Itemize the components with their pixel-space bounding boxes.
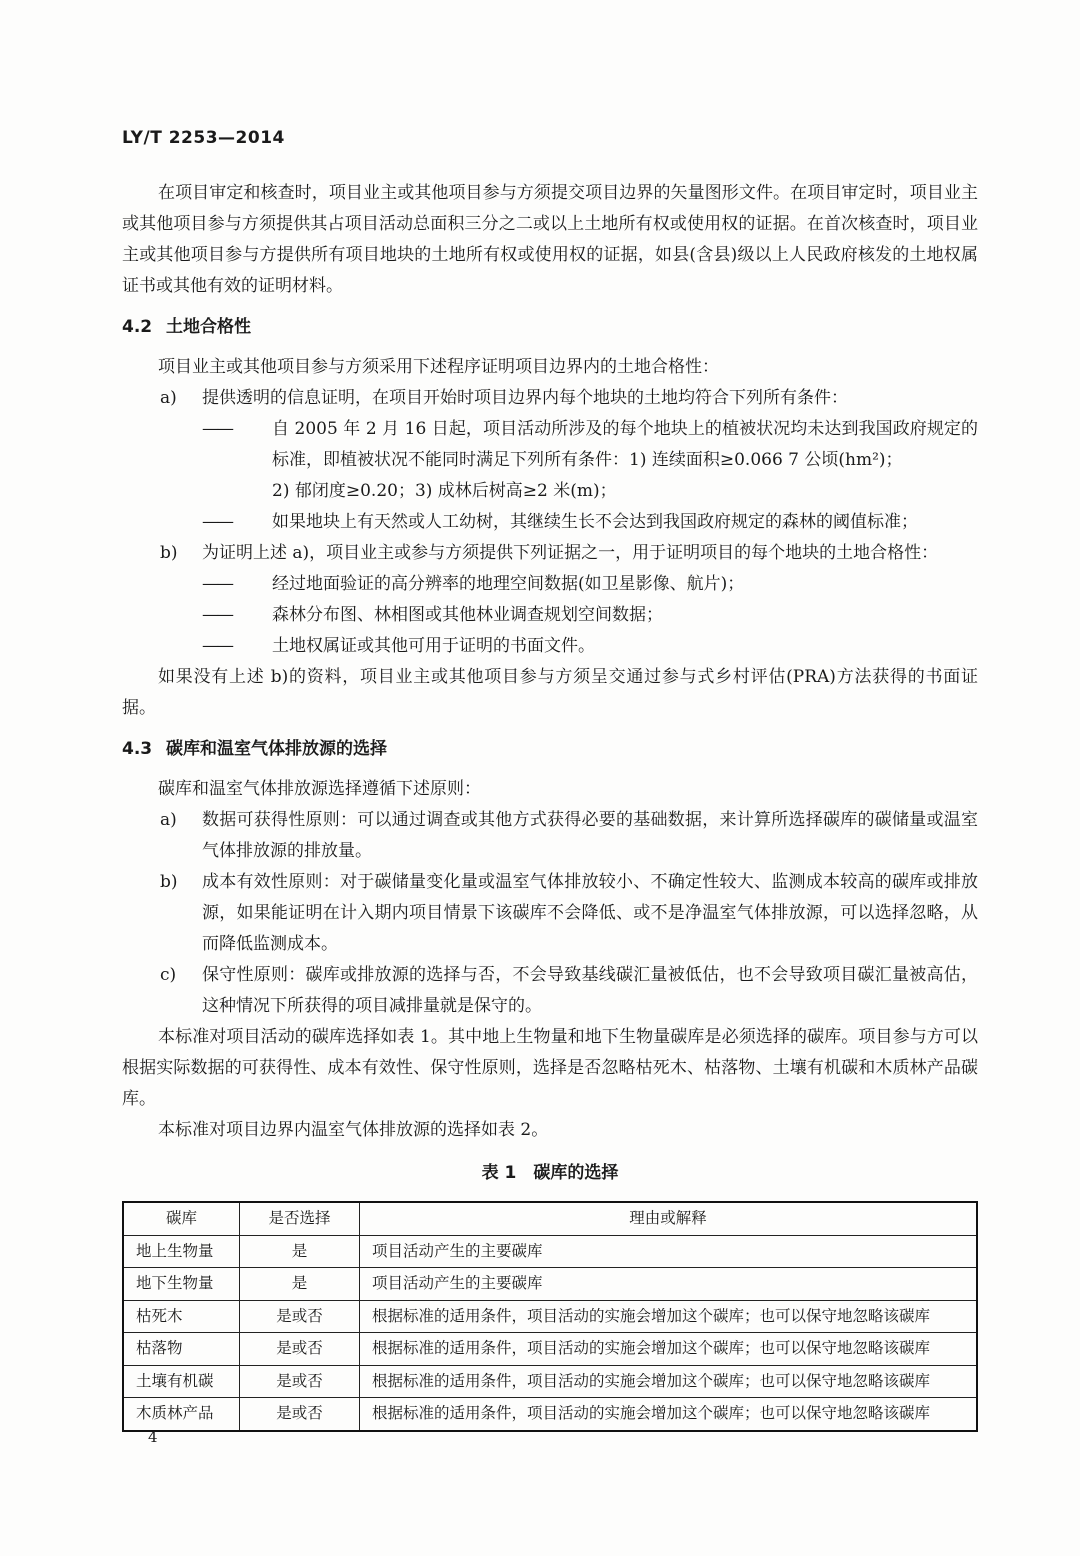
table-row — [123, 1365, 977, 1398]
list-item-a — [122, 383, 978, 414]
table-cell-selected: 是或否 — [240, 1300, 360, 1333]
section-number: 4.3 — [122, 739, 153, 759]
dash-item — [122, 507, 978, 538]
dash-item-text: 经过地面验证的高分辨率的地理空间数据(如卫星影像、航片)； — [272, 574, 745, 594]
dash-item — [122, 569, 978, 600]
table-cell-pool: 地下生物量 — [123, 1268, 240, 1301]
table-row — [123, 1300, 977, 1333]
table-cell-selected: 是或否 — [240, 1333, 360, 1366]
dash-marker: —— — [202, 574, 232, 594]
list-item-text: 数据可获得性原则：可以通过调查或其他方式获得必要的基础数据，来计算所选择碳库的碳储量或温室气体排放源的排放量。 — [202, 810, 978, 861]
dash-item — [122, 414, 978, 476]
dash-item — [122, 600, 978, 631]
intro-paragraph: 在项目审定和核查时，项目业主或其他项目参与方须提交项目边界的矢量图形文件。在项目审定时，项目业主或其他项目参与方须提供其占项目活动总面积三分之二或以上土地所有权或使用权的证据。在首次核查时，项目业主或其他项目参与方提供所有项目地块的土地所有权或使用权的证据，如县(含县)级以上人民政府核发的土地权属证书或其他有效的证明材料。 — [122, 183, 978, 296]
list-marker: b) — [160, 543, 178, 563]
list-item-text: 为证明上述 a)，项目业主或参与方须提供下列证据之一，用于证明项目的每个地块的土地合格性： — [202, 543, 939, 563]
table-cell-pool: 土壤有机碳 — [123, 1365, 240, 1398]
table-row — [123, 1235, 977, 1268]
table-header-cell: 是否选择 — [240, 1202, 360, 1235]
dash-item-text: 土地权属证或其他可用于证明的书面文件。 — [272, 636, 595, 656]
list-item-b — [122, 867, 978, 960]
table-cell-pool: 地上生物量 — [123, 1235, 240, 1268]
table-row — [123, 1398, 977, 1431]
table-cell-reason: 根据标准的适用条件，项目活动的实施会增加这个碳库；也可以保守地忽略该碳库 — [360, 1300, 978, 1333]
dash-item-text: 如果地块上有天然或人工幼树，其继续生长不会达到我国政府规定的森林的阈值标准； — [272, 512, 918, 532]
dash-item-text: 森林分布图、林相图或其他林业调查规划空间数据； — [272, 605, 663, 625]
list-item-c — [122, 960, 978, 1022]
section-title: 土地合格性 — [166, 317, 251, 337]
table-cell-pool: 枯落物 — [123, 1333, 240, 1366]
section-4-2-closing: 如果没有上述 b)的资料，项目业主或其他项目参与方须呈交通过参与式乡村评估(PRA)方法获得的书面证据。 — [122, 667, 978, 718]
table-cell-reason: 根据标准的适用条件，项目活动的实施会增加这个碳库；也可以保守地忽略该碳库 — [360, 1365, 978, 1398]
list-marker: b) — [160, 872, 178, 892]
section-4-3-lead: 碳库和温室气体排放源选择遵循下述原则： — [158, 779, 481, 799]
section-4-2-lead: 项目业主或其他项目参与方须采用下述程序证明项目边界内的土地合格性： — [158, 357, 719, 377]
table-cell-pool: 枯死木 — [123, 1300, 240, 1333]
list-marker: a) — [160, 810, 177, 830]
section-4-3-paragraph-1: 本标准对项目活动的碳库选择如表 1。其中地上生物量和地下生物量碳库是必须选择的碳库。项目参与方可以根据实际数据的可获得性、成本有效性、保守性原则，选择是否忽略枯死木、枯落物、土壤有机碳和木质林产品碳库。 — [122, 1027, 978, 1109]
table-cell-selected: 是 — [240, 1235, 360, 1268]
page-content — [122, 178, 978, 1432]
list-item-text: 提供透明的信息证明，在项目开始时项目边界内每个地块的土地均符合下列所有条件： — [202, 388, 848, 408]
dash-marker: —— — [202, 512, 232, 532]
section-number: 4.2 — [122, 317, 153, 337]
list-marker: c) — [160, 965, 177, 985]
table-cell-selected: 是或否 — [240, 1365, 360, 1398]
dash-item-text: 自 2005 年 2 月 16 日起，项目活动所涉及的每个地块上的植被状况均未达到我国政府规定的标准，即植被状况不能同时满足下列所有条件：1) 连续面积≥0.066 7 公顷(hm²)； — [272, 419, 978, 470]
table-header-row — [123, 1202, 977, 1235]
table-cell-selected: 是或否 — [240, 1398, 360, 1431]
table-cell-reason: 项目活动产生的主要碳库 — [360, 1268, 978, 1301]
list-marker: a) — [160, 388, 177, 408]
table-title: 表 1 碳库的选择 — [481, 1163, 619, 1183]
table-header-cell: 碳库 — [123, 1202, 240, 1235]
standard-code-header: LY/T 2253—2014 — [122, 128, 285, 148]
table-cell-selected: 是 — [240, 1268, 360, 1301]
table-cell-reason: 根据标准的适用条件，项目活动的实施会增加这个碳库；也可以保守地忽略该碳库 — [360, 1398, 978, 1431]
section-title: 碳库和温室气体排放源的选择 — [166, 739, 387, 759]
dash-item-continuation: 2) 郁闭度≥0.20；3) 成林后树高≥2 米(m)； — [272, 481, 617, 501]
section-4-3-paragraph-2: 本标准对项目边界内温室气体排放源的选择如表 2。 — [158, 1120, 549, 1140]
dash-marker: —— — [202, 605, 232, 625]
table-cell-reason: 项目活动产生的主要碳库 — [360, 1235, 978, 1268]
list-item-b — [122, 538, 978, 569]
list-item-text: 保守性原则：碳库或排放源的选择与否，不会导致基线碳汇量被低估，也不会导致项目碳汇量被高估，这种情况下所获得的项目减排量就是保守的。 — [202, 965, 978, 1016]
table-row — [123, 1268, 977, 1301]
table-row — [123, 1333, 977, 1366]
list-item-text: 成本有效性原则：对于碳储量变化量或温室气体排放较小、不确定性较大、监测成本较高的碳库或排放源，如果能证明在计入期内项目情景下该碳库不会降低、或不是净温室气体排放源，可以选择忽略，从而降低监测成本。 — [202, 872, 978, 954]
table-header-cell: 理由或解释 — [360, 1202, 978, 1235]
dash-item — [122, 631, 978, 662]
table-cell-pool: 木质林产品 — [123, 1398, 240, 1431]
section-4-3-heading — [122, 734, 978, 765]
list-item-a — [122, 805, 978, 867]
page-number: 4 — [148, 1428, 158, 1446]
dash-marker: —— — [202, 636, 232, 656]
section-4-2-heading — [122, 312, 978, 343]
table-cell-reason: 根据标准的适用条件，项目活动的实施会增加这个碳库；也可以保守地忽略该碳库 — [360, 1333, 978, 1366]
carbon-pool-table — [122, 1201, 978, 1432]
dash-marker: —— — [202, 419, 232, 439]
